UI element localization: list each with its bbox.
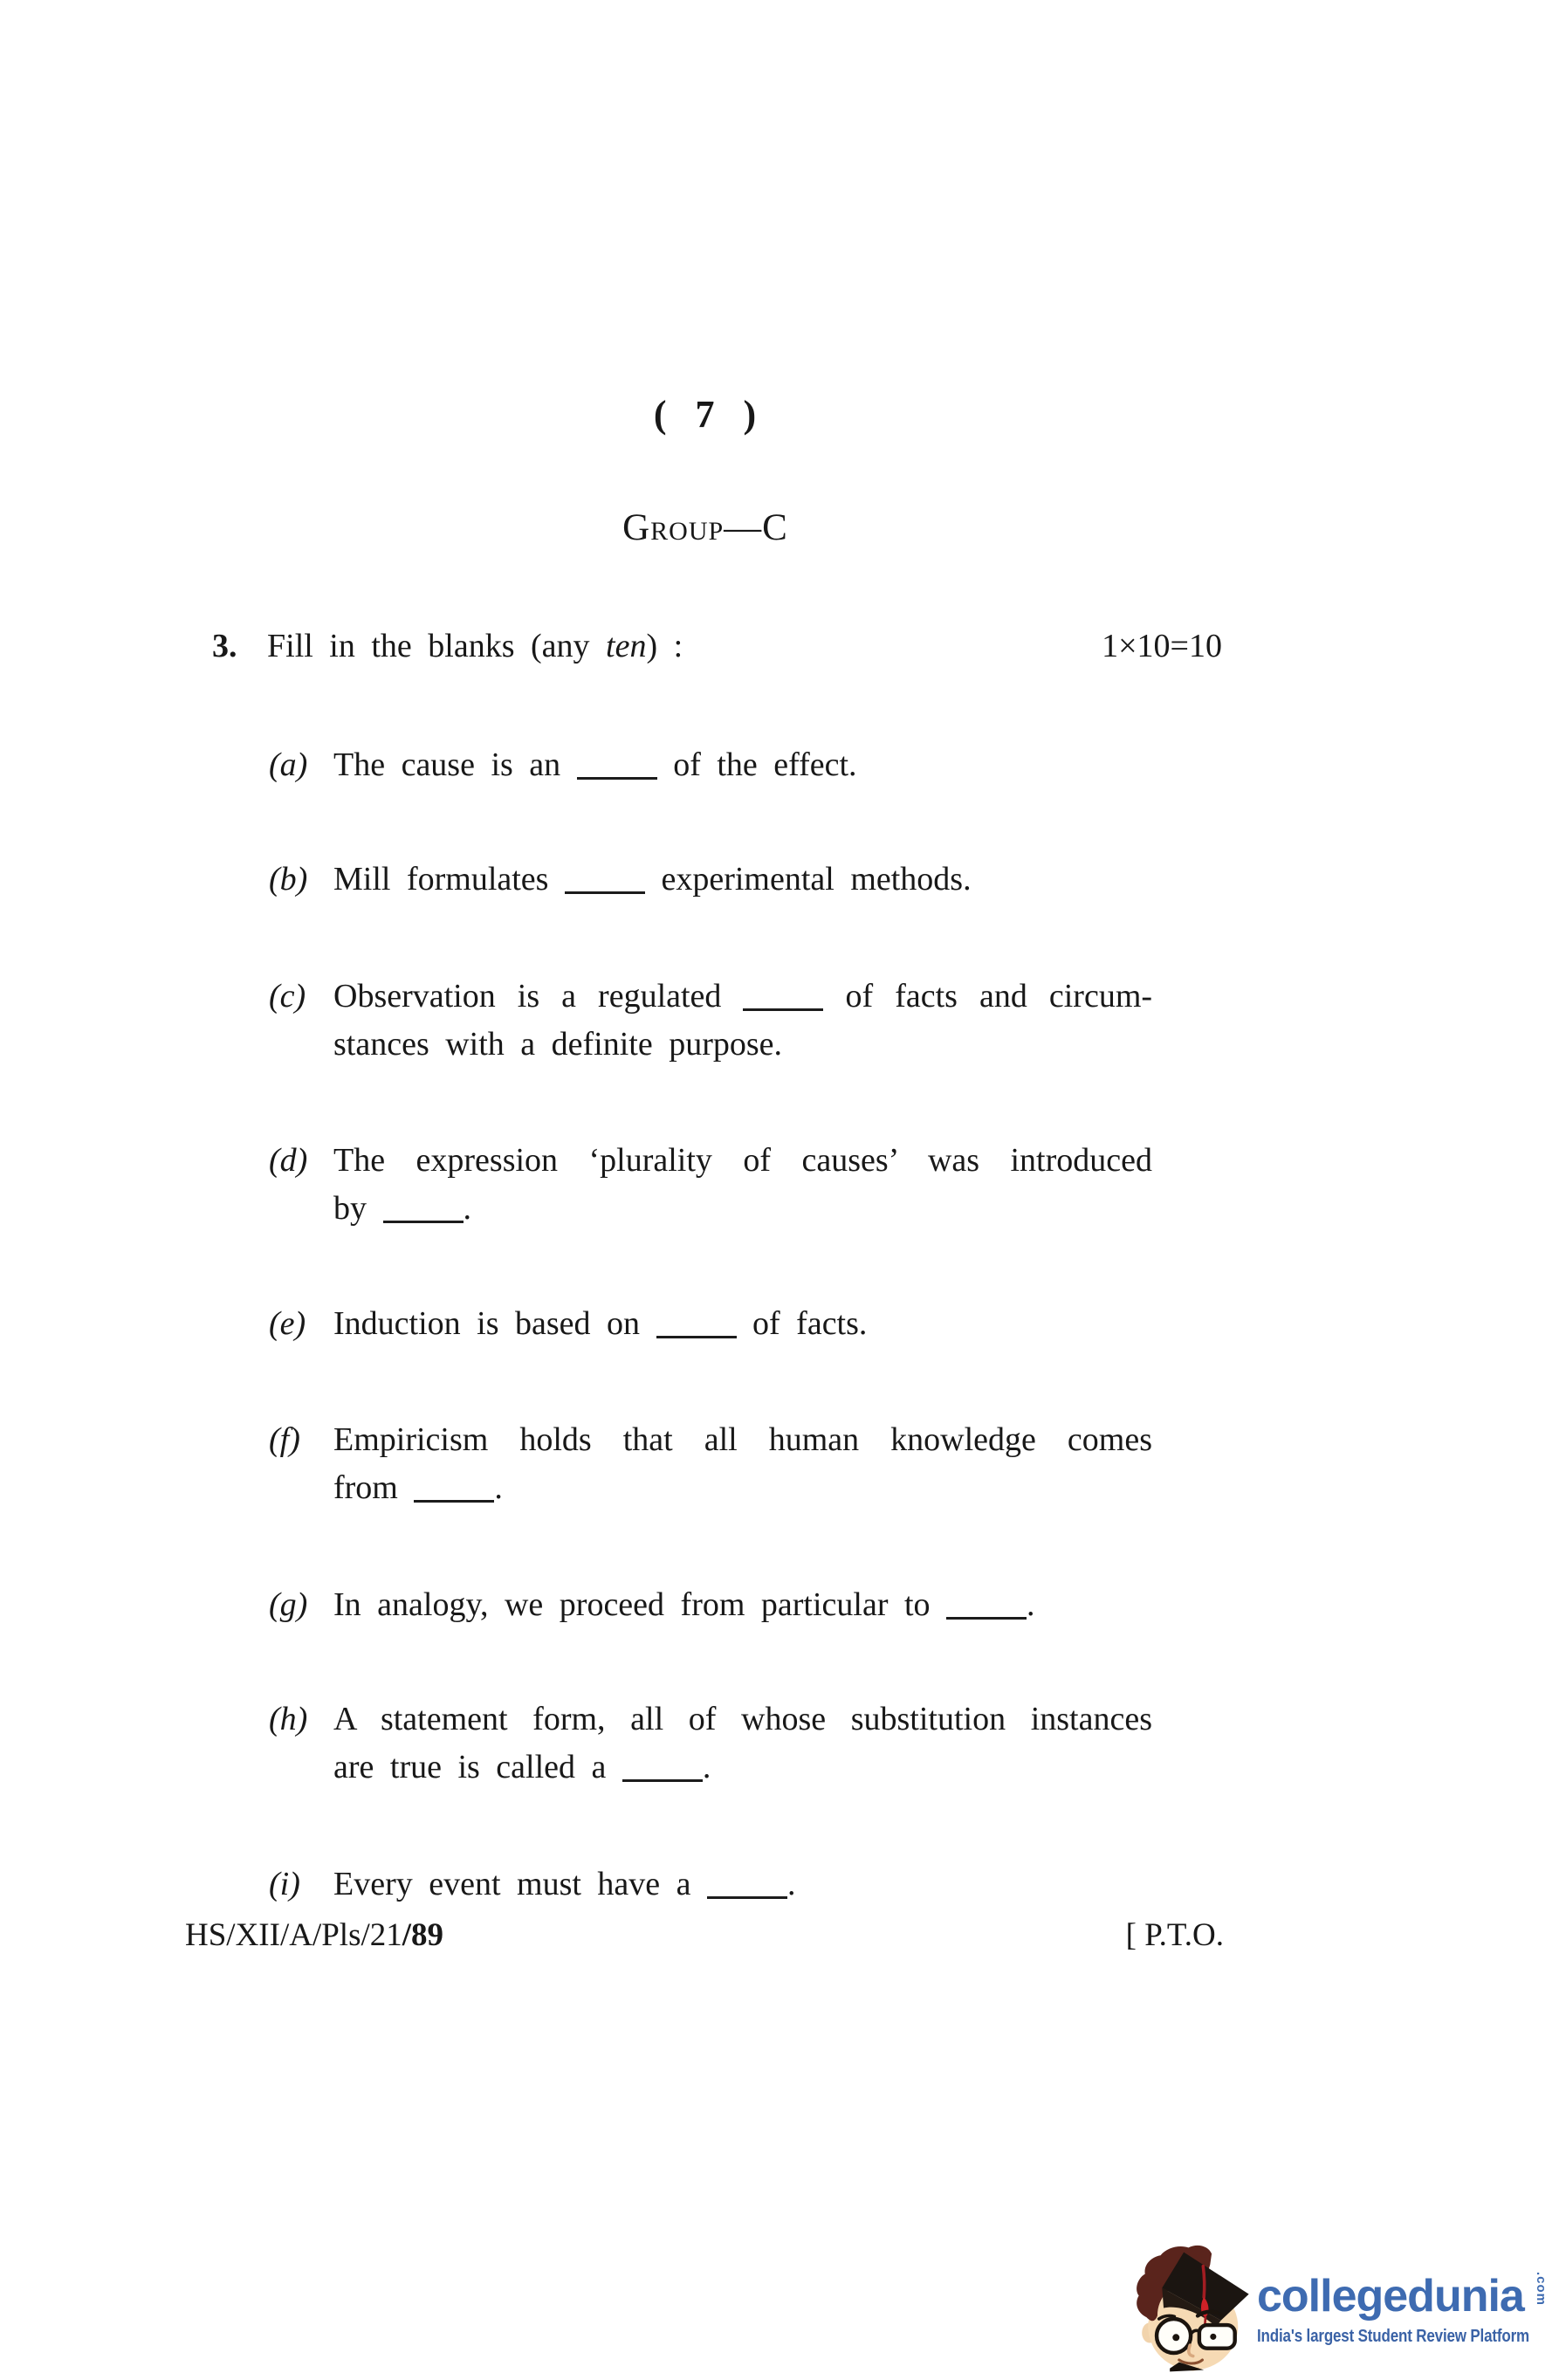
item-line-text: . [787,1866,796,1902]
item-line [333,1744,1152,1792]
paper-code-bold: /89 [402,1917,444,1953]
collegedunia-tagline: India's largest Student Review Platform [1257,2327,1529,2346]
collegedunia-mascot-icon [1130,2230,1253,2380]
pto-label: [ P.T.O. [1125,1917,1224,1953]
item-line-text: of the effect. [673,746,857,783]
item-label: (a) [269,746,308,783]
question-3 [212,623,1222,671]
item-line-text: experimental methods. [661,861,972,898]
item-line-text: Observation is a regulated [333,978,722,1015]
question-text [267,623,683,671]
item-line [333,1861,1152,1909]
item-line [333,856,1152,904]
item-line [333,1416,1152,1464]
question-item [269,856,1152,904]
item-line-text: . [494,1469,503,1506]
item-line [333,973,1152,1021]
fill-blank [743,1005,823,1011]
item-line [333,1185,1152,1233]
item-line-text: Induction is based on [333,1305,641,1342]
question-marks: 1×10=10 [1102,628,1222,664]
paper-code-regular: HS/XII/A/Pls/21 [185,1917,402,1953]
item-line-text: The cause is an [333,746,561,783]
item-label: (c) [269,978,306,1015]
item-text [333,1861,1152,1909]
item-label: (g) [269,1586,308,1623]
item-line-text: are true is called a [333,1749,607,1785]
question-text-post: ) : [646,628,683,664]
item-line-text: Empiricism holds that all human knowledge comes [333,1421,1152,1458]
question-item [269,1861,1152,1909]
collegedunia-logo-text [1257,2230,1559,2380]
question-item [269,1696,1152,1792]
item-label: (f) [269,1421,300,1458]
item-text [333,973,1152,1069]
item-text [333,1416,1152,1512]
item-line-text: of facts and circum- [845,978,1153,1015]
question-item [269,741,1152,789]
question-item [269,1581,1152,1629]
item-line [333,1021,1152,1069]
item-line [333,1581,1152,1629]
fill-blank [577,774,657,780]
item-line [333,1464,1152,1512]
item-line-text: The expression ‘plurality of causes’ was introduced [333,1142,1152,1179]
item-label: (d) [269,1142,308,1179]
item-line-text: by [333,1190,367,1227]
fill-blank [414,1496,494,1503]
item-line-text: A statement form, all of whose substitution instances [333,1701,1152,1737]
collegedunia-wordmark: collegedunia [1257,2271,1524,2322]
fill-blank [622,1776,703,1782]
question-item [269,973,1152,1069]
item-text [333,1696,1152,1792]
item-line-text: of facts. [752,1305,868,1342]
fill-blank [656,1332,737,1338]
question-item [269,1416,1152,1512]
question-text-italic: ten [606,628,647,664]
item-line [333,1137,1152,1185]
item-line-text: Every event must have a [333,1866,691,1902]
item-line-text: . [702,1749,711,1785]
item-line [333,1696,1152,1744]
page-number: ( 7 ) [653,393,758,436]
item-label: (h) [269,1701,308,1737]
item-line-text: In analogy, we proceed from particular to [333,1586,931,1623]
item-line [333,1300,1152,1348]
item-line-text: . [463,1190,471,1227]
item-line [333,741,1152,789]
item-line-text: . [1027,1586,1035,1623]
collegedunia-tld: .com [1534,2272,1549,2307]
fill-blank [946,1613,1027,1620]
item-label: (e) [269,1305,306,1342]
fill-blank [565,888,645,894]
group-heading: Group—C [622,507,788,548]
question-item [269,1300,1152,1348]
item-line-text: Mill formulates [333,861,549,898]
item-text [333,1300,1152,1348]
collegedunia-logo [1130,2230,1559,2380]
item-text [333,741,1152,789]
item-line-text: stances with a definite purpose. [333,1026,783,1063]
page-footer [185,1916,1224,1955]
question-number: 3. [212,628,237,664]
item-line-text: from [333,1469,398,1506]
fill-blank [707,1893,787,1899]
item-text [333,1137,1152,1233]
paper-code [185,1916,443,1955]
item-text [333,856,1152,904]
item-label: (i) [269,1866,300,1902]
item-label: (b) [269,861,308,898]
item-text [333,1581,1152,1629]
question-text-pre: Fill in the blanks (any [267,628,590,664]
question-item [269,1137,1152,1233]
fill-blank [383,1217,464,1223]
